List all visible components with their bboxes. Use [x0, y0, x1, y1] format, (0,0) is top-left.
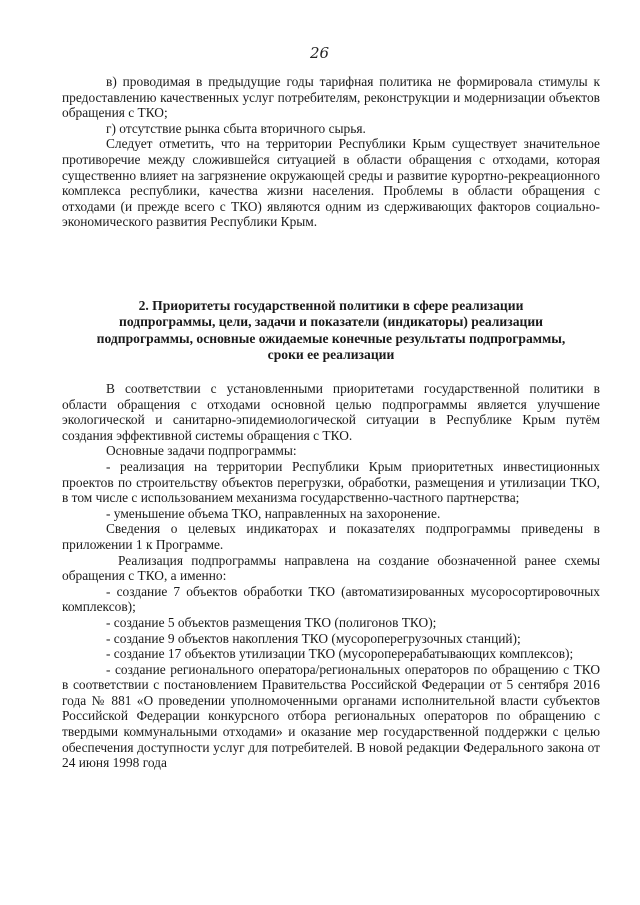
section-heading — [62, 298, 600, 364]
page-number: 26 — [310, 44, 330, 62]
list-item-processing-facilities: - создание 7 объектов обработки ТКО (автоматизированных мусоросортировочных комплексов); — [62, 583, 600, 615]
body-text-block — [62, 381, 600, 771]
list-item-volume-reduction: - уменьшение объема ТКО, направленных на захоронение. — [106, 505, 441, 521]
list-item-landfills: - создание 5 объектов размещения ТКО (полигонов ТКО); — [106, 614, 437, 630]
section-heading-line: 2. Приоритеты государственной политики в сфере реализации — [138, 298, 524, 313]
paragraph-implementation: Реализация подпрограммы направлена на создание обозначенной ранее схемы обращения с ТКО, а именно: — [62, 552, 600, 584]
section-heading-line: подпрограммы, основные ожидаемые конечные результаты подпрограммы, — [96, 330, 566, 346]
paragraph-crimea-contradiction: Следует отметить, что на территории Республики Крым существует значительное противоречие между сложившейся ситуацией в области обращения с отходами, которая существенно влияет на загрязнение окружающей среды и развитие курортно-рекреационного комплекса республики, качества жизни населения. Проблемы в области обращения с отходами (и прежде всего с ТКО) являются одним из сдерживающих факторов социально-экономического развития Республики Крым. — [62, 136, 600, 230]
paragraph-tariff-policy: в) проводимая в предыдущие годы тарифная политика не формировала стимулы к предоставлению качественных услуг потребителям, реконструкции и модернизации объектов обращения с ТКО; — [62, 74, 600, 121]
paragraph-indicators: Сведения о целевых индикаторах и показателях подпрограммы приведены в приложении 1 к Программе. — [62, 521, 600, 552]
intro-text-block — [62, 74, 600, 230]
paragraph-main-goal: В соответствии с установленными приоритетами государственной политики в области обращения с отходами основной целью подпрограммы является улучшение экологической и санитарно-эпидемиологической ситуации в Республике Крым путём создания эффективной системы обращения с ТКО. — [62, 381, 600, 443]
section-heading-line: подпрограммы, цели, задачи и показатели (индикаторы) реализации — [118, 314, 544, 330]
list-item-regional-operator: - создание регионального оператора/региональных операторов по обращению с ТКО в соответствии с постановлением Правительства Российской Федерации от 5 сентября 2016 года № 881 «О проведении уполномоченными органами исполнительной власти субъектов Российской Федерации конкурсного отбора региональных операторов по обращению с твердыми коммунальными отходами» и оказание мер государственной поддержки с целью обеспечения доступности услуг для потребителей. В новой редакции Федерального закона от 24 июня 1998 года — [62, 661, 600, 771]
list-item-recycling-complexes: - создание 17 объектов утилизации ТКО (мусороперерабатывающих комплексов); — [106, 646, 574, 662]
list-item-investment-projects: - реализация на территории Республики Крым приоритетных инвестиционных проектов по строительству объектов перегрузки, обработки, размещения и утилизации ТКО, в том числе с использованием механизма государственно-частного партнерства; — [62, 458, 600, 506]
paragraph-secondary-market: г) отсутствие рынка сбыта вторичного сырья. — [106, 120, 366, 136]
list-item-transfer-stations: - создание 9 объектов накопления ТКО (мусороперегрузочных станций); — [106, 630, 521, 646]
paragraph-tasks-heading: Основные задачи подпрограммы: — [106, 443, 297, 459]
section-heading-line: сроки ее реализации — [267, 347, 395, 363]
